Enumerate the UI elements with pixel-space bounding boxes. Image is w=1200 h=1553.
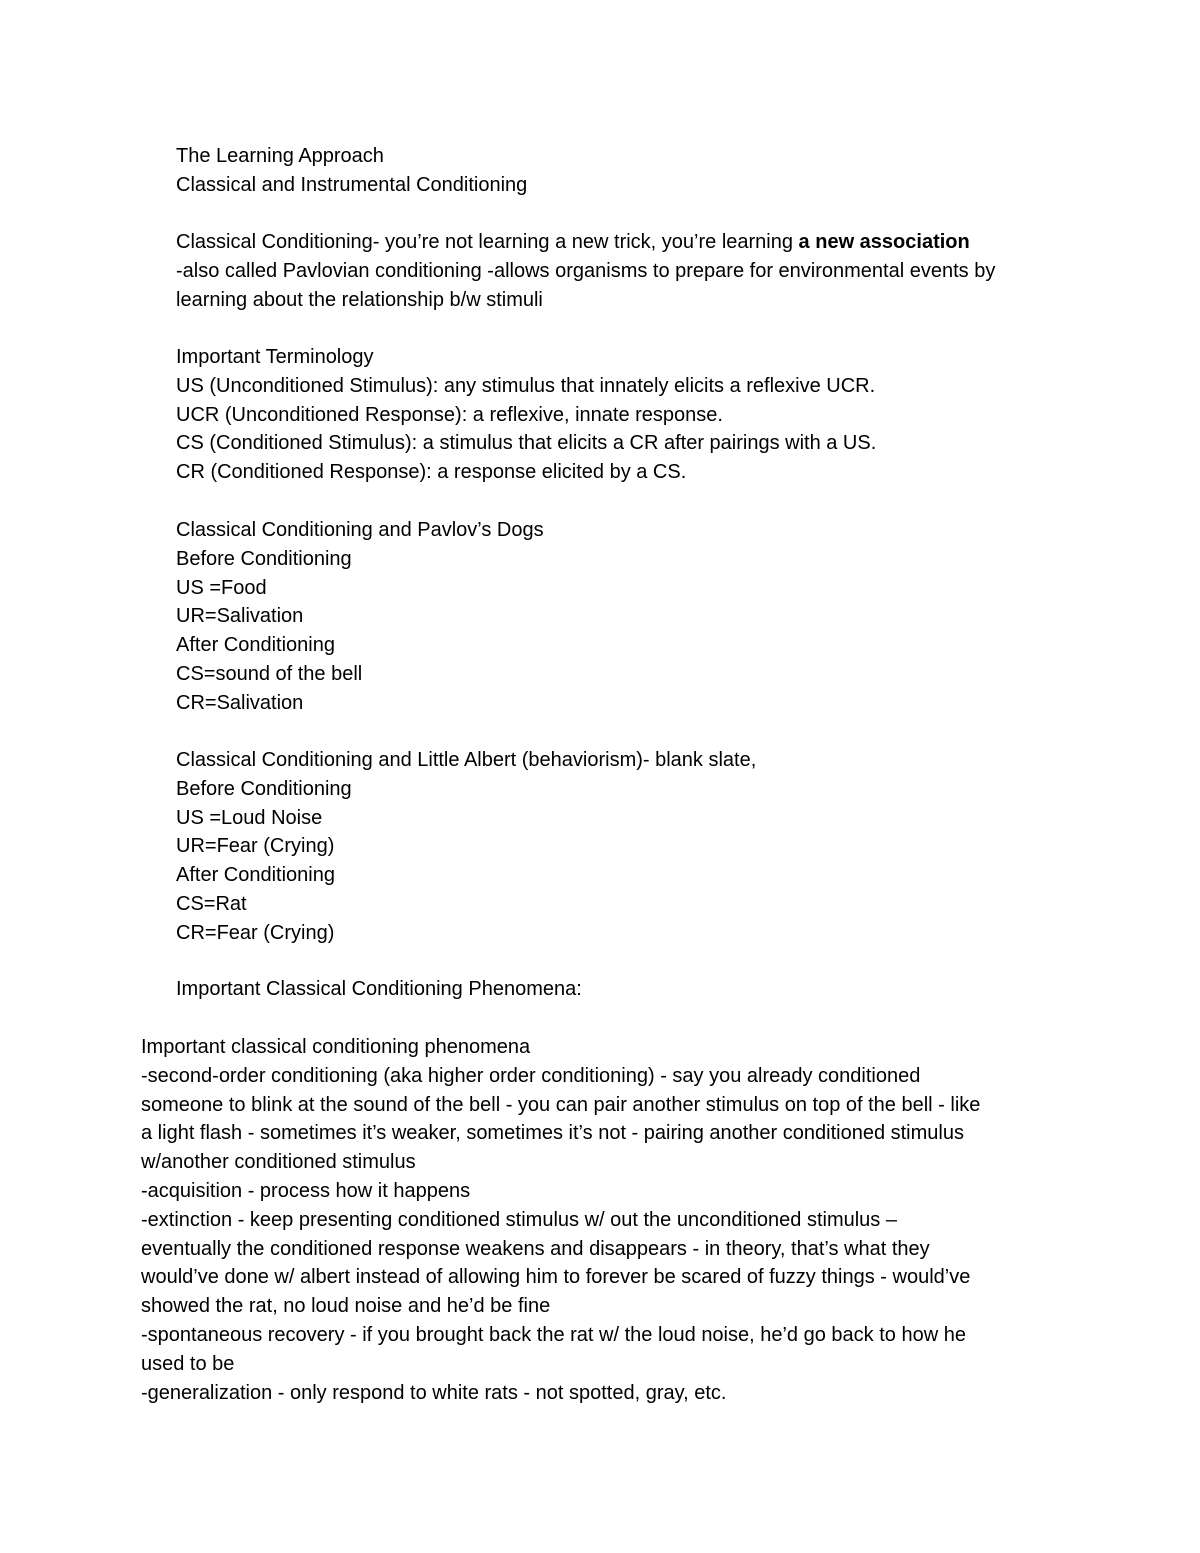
phenomena-note-line: -spontaneous recovery - if you brought back the rat w/ the loud noise, he’d go back to how he [141,1323,966,1346]
phenomena-note-line: a light flash - sometimes it’s weaker, sometimes it’s not - pairing another conditioned stimulus [141,1122,964,1145]
phenomena-note-line: would’ve done w/ albert instead of allowing him to forever be scared of fuzzy things - would’ve [141,1266,971,1289]
albert-line: UR=Fear (Crying) [176,835,335,858]
definition-emphasis: a new association [798,231,970,253]
phenomena-note-line: w/another conditioned stimulus [141,1151,416,1174]
albert-line: After Conditioning [176,864,335,887]
definition-line-3: learning about the relationship b/w stimuli [176,288,543,311]
terminology-heading: Important Terminology [176,346,374,368]
albert-line: CR=Fear (Crying) [176,921,335,944]
phenomena-note-line: used to be [141,1352,235,1375]
pavlov-heading: Classical Conditioning and Pavlov’s Dogs [176,519,544,541]
terminology-item: CR (Conditioned Response): a response elicited by a CS. [176,461,687,484]
phenomena-notes-section [141,1033,1071,1407]
document-subtitle: Classical and Instrumental Conditioning [176,173,528,196]
definition-line-1 [176,228,1076,257]
pavlov-line: US =Food [176,576,267,599]
albert-line: Before Conditioning [176,777,352,800]
definition-paragraph [176,228,1076,314]
phenomena-heading-block [176,975,1076,1004]
definition-lead: Classical Conditioning- you’re not learning a new trick, you’re learning [176,231,799,253]
terminology-item: US (Unconditioned Stimulus): any stimulus that innately elicits a reflexive UCR. [176,374,876,397]
albert-line: US =Loud Noise [176,806,323,829]
phenomena-note-line: -extinction - keep presenting conditioned stimulus w/ out the unconditioned stimulus – [141,1208,897,1231]
pavlov-line: UR=Salivation [176,605,304,628]
phenomena-heading: Important Classical Conditioning Phenomena: [176,978,582,1000]
title-block [176,142,1076,200]
albert-heading: Classical Conditioning and Little Albert (behaviorism)- blank slate, [176,749,757,771]
phenomena-note-line: eventually the conditioned response weakens and disappears - in theory, that’s what they [141,1237,930,1260]
phenomena-note-line: someone to blink at the sound of the bell - you can pair another stimulus on top of the bell - like [141,1093,981,1116]
phenomena-note-line: -acquisition - process how it happens [141,1179,471,1202]
terminology-section [176,343,1076,487]
phenomena-note-line: -second-order conditioning (aka higher order conditioning) - say you already conditioned [141,1064,921,1087]
phenomena-notes-heading: Important classical conditioning phenomena [141,1036,531,1058]
pavlov-section [176,516,1076,718]
pavlov-line: CR=Salivation [176,691,304,714]
terminology-item: UCR (Unconditioned Response): a reflexive, innate response. [176,403,723,426]
phenomena-note-line: -generalization - only respond to white rats - not spotted, gray, etc. [141,1381,727,1404]
phenomena-note-line: showed the rat, no loud noise and he’d be fine [141,1295,551,1318]
albert-section [176,746,1076,948]
pavlov-line: CS=sound of the bell [176,662,363,685]
terminology-item: CS (Conditioned Stimulus): a stimulus that elicits a CR after pairings with a US. [176,432,877,455]
definition-line-2: -also called Pavlovian conditioning -allows organisms to prepare for environmental events by [176,259,996,282]
albert-line: CS=Rat [176,892,247,915]
pavlov-line: Before Conditioning [176,547,352,570]
document-title: The Learning Approach [176,145,384,167]
pavlov-line: After Conditioning [176,634,335,657]
